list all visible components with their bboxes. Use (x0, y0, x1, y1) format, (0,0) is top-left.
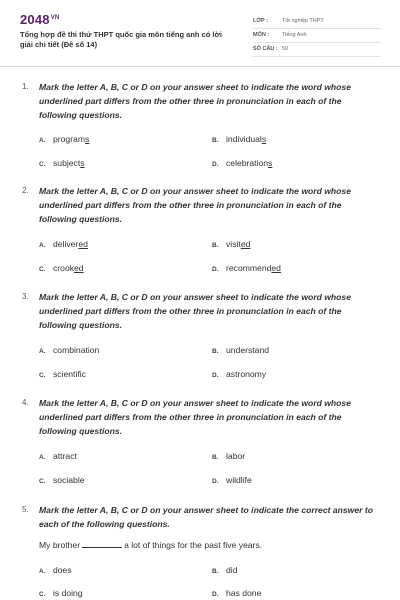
question-number: 3. (22, 292, 29, 301)
option-b[interactable] (212, 239, 250, 249)
question-number: 4. (22, 398, 29, 407)
option-text: does (53, 565, 72, 575)
option-text: labor (226, 451, 246, 461)
option-a[interactable] (39, 565, 72, 575)
question-text: Mark the letter A, B, C or D on your answer sheet to indicate the correct answer to each of the following questions. (39, 505, 373, 529)
option-letter: C. (39, 161, 46, 168)
option-underlined: s (80, 158, 85, 168)
option-underlined: s (261, 134, 267, 144)
option-letter: B. (212, 242, 219, 249)
question-stem (39, 540, 262, 550)
option-c[interactable] (39, 369, 86, 379)
option-underlined: s (268, 158, 273, 168)
option-text: has done (226, 588, 262, 598)
option-letter: B. (212, 568, 219, 575)
option-b[interactable] (212, 134, 266, 144)
option-letter: A. (39, 242, 46, 249)
option-b[interactable] (212, 565, 237, 575)
option-d[interactable] (212, 263, 281, 273)
question-text: Mark the letter A, B, C or D on your answer sheet to indicate the word whose underlined part differs from the other three in pronunciation in each of the following questions. (39, 186, 351, 224)
option-b[interactable] (212, 451, 245, 461)
question-text: Mark the letter A, B, C or D on your answer sheet to indicate the word whose underlined part differs from the other three in pronunciation in each of the following questions. (39, 398, 351, 436)
stem-text-before: My brother (39, 540, 81, 550)
option-text: program (53, 134, 85, 144)
option-letter: C. (39, 266, 46, 273)
meta-key: SỐ CÂU : (253, 46, 278, 52)
option-d[interactable] (212, 158, 272, 168)
question-number: 1. (22, 82, 29, 91)
option-text: scientific (53, 369, 86, 379)
option-letter: A. (39, 454, 46, 461)
option-letter: A. (39, 137, 46, 144)
option-letter: D. (212, 161, 219, 168)
option-text: sociable (53, 475, 85, 485)
option-d[interactable] (212, 369, 266, 379)
meta-row-count (253, 44, 381, 57)
option-d[interactable] (212, 588, 261, 598)
question-text: Mark the letter A, B, C or D on your answer sheet to indicate the word whose underlined part differs from the other three in pronunciation in each of the following questions. (39, 82, 351, 120)
option-text: is doing (53, 588, 83, 598)
option-text: individual (226, 134, 262, 144)
option-text: astronomy (226, 369, 267, 379)
option-c[interactable] (39, 475, 85, 485)
option-text: did (226, 565, 238, 575)
option-underlined: ed (78, 239, 88, 249)
option-letter: C. (39, 478, 46, 485)
option-text: attract (53, 451, 77, 461)
meta-value: Tốt nghiệp THPT (282, 18, 324, 24)
option-d[interactable] (212, 475, 252, 485)
option-underlined: ed (74, 263, 84, 273)
answer-blank (82, 540, 122, 548)
option-letter: B. (212, 137, 219, 144)
option-underlined: ed (271, 263, 281, 273)
option-text: celebration (226, 158, 269, 168)
question-number: 2. (22, 186, 29, 195)
option-text: understand (226, 345, 270, 355)
option-letter: B. (212, 348, 219, 355)
option-a[interactable] (39, 134, 89, 144)
meta-key: MÔN : (253, 32, 270, 38)
question-number: 5. (22, 505, 29, 514)
meta-value: Tiếng Anh (282, 32, 307, 38)
option-letter: D. (212, 478, 219, 485)
option-text: combination (53, 345, 100, 355)
option-text: deliver (53, 239, 79, 249)
option-text: visit (226, 239, 241, 249)
site-logo[interactable] (20, 12, 59, 27)
option-letter: B. (212, 454, 219, 461)
option-letter: D. (212, 266, 219, 273)
option-underlined: s (85, 134, 90, 144)
option-letter: C. (39, 372, 46, 379)
option-b[interactable] (212, 345, 269, 355)
meta-key: LỚP : (253, 18, 268, 24)
question-text: Mark the letter A, B, C or D on your answer sheet to indicate the word whose underlined part differs from the other three in pronunciation in each of the following questions. (39, 292, 351, 330)
option-text: wildlife (226, 475, 252, 485)
option-letter: D. (212, 372, 219, 379)
document-title: Tổng hợp đề thi thử THPT quốc gia môn tiếng anh có lời giải chi tiết (Đề số 14) (20, 30, 222, 49)
option-text: subject (53, 158, 81, 168)
option-a[interactable] (39, 239, 88, 249)
logo-text: 2048 (20, 12, 50, 27)
option-c[interactable] (39, 158, 85, 168)
meta-row-grade (253, 16, 381, 29)
meta-value: 50 (282, 46, 289, 52)
document-header (0, 0, 400, 67)
option-c[interactable] (39, 263, 84, 273)
option-letter: A. (39, 568, 46, 575)
option-a[interactable] (39, 345, 99, 355)
option-underlined: ed (240, 239, 251, 249)
stem-text-after: a lot of things for the past five years. (124, 540, 263, 550)
option-letter: A. (39, 348, 46, 355)
option-text: crook (53, 263, 75, 273)
option-text: recommend (226, 263, 272, 273)
logo-suffix: VN (50, 14, 60, 21)
option-letter: D. (212, 591, 219, 598)
meta-row-subject (253, 30, 381, 43)
option-letter: C. (39, 591, 46, 598)
option-c[interactable] (39, 588, 83, 598)
option-a[interactable] (39, 451, 77, 461)
